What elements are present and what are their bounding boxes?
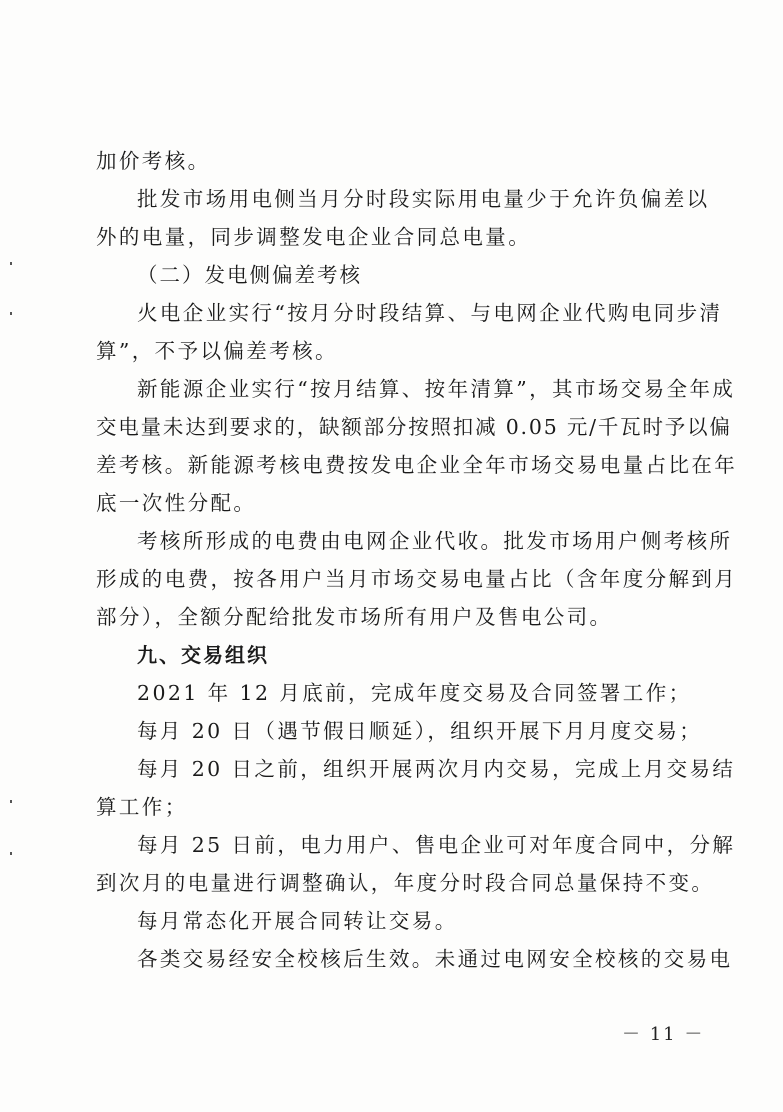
text-line: 差考核。新能源考核电费按发电企业全年市场交易电量占比在年 [96,453,738,477]
scan-mark [10,852,12,855]
text-line: 到次月的电量进行调整确认，年度分时段合同总量保持不变。 [96,871,715,895]
page-number: － 11 － [622,1024,705,1045]
text-line: 每月常态化开展合同转让交易。 [137,909,458,933]
scan-mark [10,312,12,315]
text-line: 每月 20 日（遇节假日顺延），组织开展下月月度交易； [137,719,703,743]
section-heading: 九、交易组织 [137,643,269,667]
text-line: 部分），全额分配给批发市场所有用户及售电公司。 [96,605,613,629]
text-line: 形成的电费，按各用户当月市场交易电量占比（含年度分解到月 [96,567,738,591]
text-line: 考核所形成的电费由电网企业代收。批发市场用户侧考核所 [137,529,733,553]
text-line: 每月 25 日前，电力用户、售电企业可对年度合同中，分解 [137,833,736,857]
scan-mark [10,800,12,803]
text-line: 2021 年 12 月底前，完成年度交易及合同签署工作； [137,681,692,705]
text-line: 算”，不予以偏差考核。 [96,339,338,363]
text-line: 每月 20 日之前，组织开展两次月内交易，完成上月交易结 [137,757,736,781]
text-line: 批发市场用电侧当月分时段实际用电量少于允许负偏差以 [137,187,710,211]
text-line: 交电量未达到要求的，缺额部分按照扣减 0.05 元/千瓦时予以偏 [96,415,732,439]
text-line: 新能源企业实行“按月结算、按年清算”，其市场交易全年成 [137,377,736,401]
section-heading: （二）发电侧偏差考核 [137,263,362,287]
text-line: 底一次性分配。 [96,491,257,515]
text-line: 外的电量，同步调整发电企业合同总电量。 [96,225,532,249]
text-line: 火电企业实行“按月分时段结算、与电网企业代购电同步清 [137,301,723,325]
document-body [96,142,738,978]
scan-mark [10,262,12,265]
text-line: 算工作； [96,795,188,819]
text-line: 各类交易经安全校核后生效。未通过电网安全校核的交易电 [137,947,733,971]
text-line: 加价考核。 [96,149,211,173]
